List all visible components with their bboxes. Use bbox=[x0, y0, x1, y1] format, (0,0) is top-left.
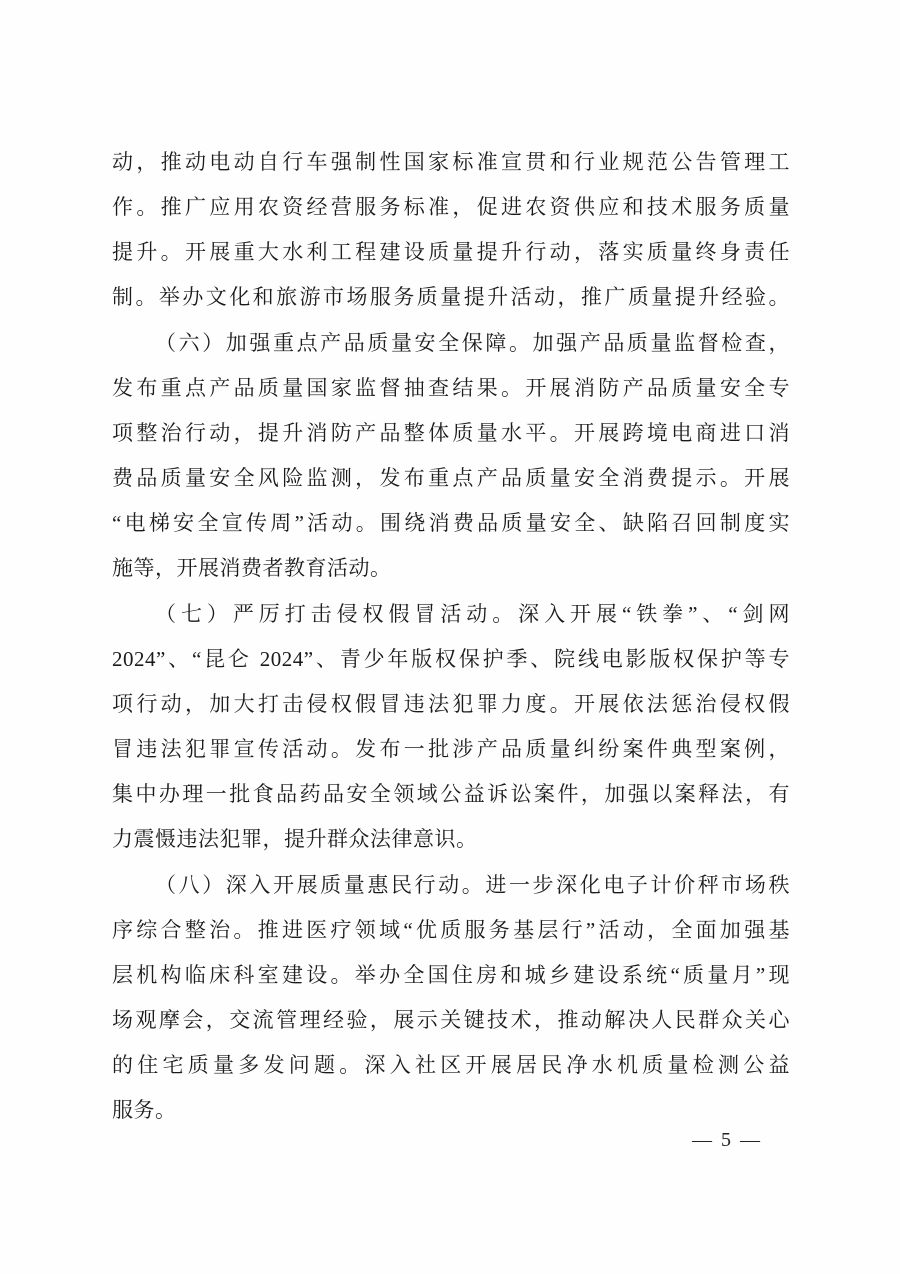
paragraph bbox=[112, 592, 790, 863]
document-body bbox=[112, 140, 790, 1133]
text-line: 服务。 bbox=[112, 1098, 177, 1123]
text-line: 动，推动电动自行车强制性国家标准宣贯和行业规范公告管理工 bbox=[112, 150, 790, 174]
text-line: （七）严厉打击侵权假冒活动。深入开展“铁拳”、“剑网 bbox=[155, 601, 790, 626]
text-line: “电梯安全宣传周”活动。围绕消费品质量安全、缺陷召回制度实 bbox=[112, 511, 790, 536]
paragraph bbox=[112, 863, 790, 1134]
text-line: 制。举办文化和旅游市场服务质量提升活动，推广质量提升经验。 bbox=[112, 285, 790, 310]
text-line: 项整治行动，提升消防产品整体质量水平。开展跨境电商进口消 bbox=[112, 420, 790, 445]
text-line: 作。推广应用农资经营服务标准，促进农资供应和技术服务质量 bbox=[112, 195, 790, 220]
text-line: （六）加强重点产品质量安全保障。加强产品质量监督检查， bbox=[155, 330, 790, 355]
text-line: 的住宅质量多发问题。深入社区开展居民净水机质量检测公益 bbox=[112, 1053, 790, 1078]
paragraph bbox=[112, 140, 790, 321]
text-line: 费品质量安全风险监测，发布重点产品质量安全消费提示。开展 bbox=[112, 466, 790, 491]
text-line: 层机构临床科室建设。举办全国住房和城乡建设系统“质量月”现 bbox=[112, 962, 790, 987]
text-line: 序综合整治。推进医疗领域“优质服务基层行”活动，全面加强基 bbox=[112, 917, 790, 942]
text-line: 项行动，加大打击侵权假冒违法犯罪力度。开展依法惩治侵权假 bbox=[112, 691, 790, 716]
text-line: 提升。开展重大水利工程建设质量提升行动，落实质量终身责任 bbox=[112, 240, 790, 265]
text-line: 冒违法犯罪宣传活动。发布一批涉产品质量纠纷案件典型案例， bbox=[112, 737, 790, 762]
text-line: 施等，开展消费者教育活动。 bbox=[112, 556, 392, 581]
text-line: 场观摩会，交流管理经验，展示关键技术，推动解决人民群众关心 bbox=[112, 1007, 790, 1032]
text-line: 力震慑违法犯罪，提升群众法律意识。 bbox=[112, 827, 478, 852]
text-line: （八）深入开展质量惠民行动。进一步深化电子计价秤市场秩 bbox=[155, 872, 790, 897]
text-line: 集中办理一批食品药品安全领域公益诉讼案件，加强以案释法，有 bbox=[112, 782, 790, 807]
page-number: — 5 — bbox=[692, 1129, 762, 1151]
text-line: 发布重点产品质量国家监督抽查结果。开展消防产品质量安全专 bbox=[112, 375, 790, 400]
text-line: 2024”、“昆仑 2024”、青少年版权保护季、院线电影版权保护等专 bbox=[112, 646, 790, 671]
paragraph bbox=[112, 321, 790, 592]
